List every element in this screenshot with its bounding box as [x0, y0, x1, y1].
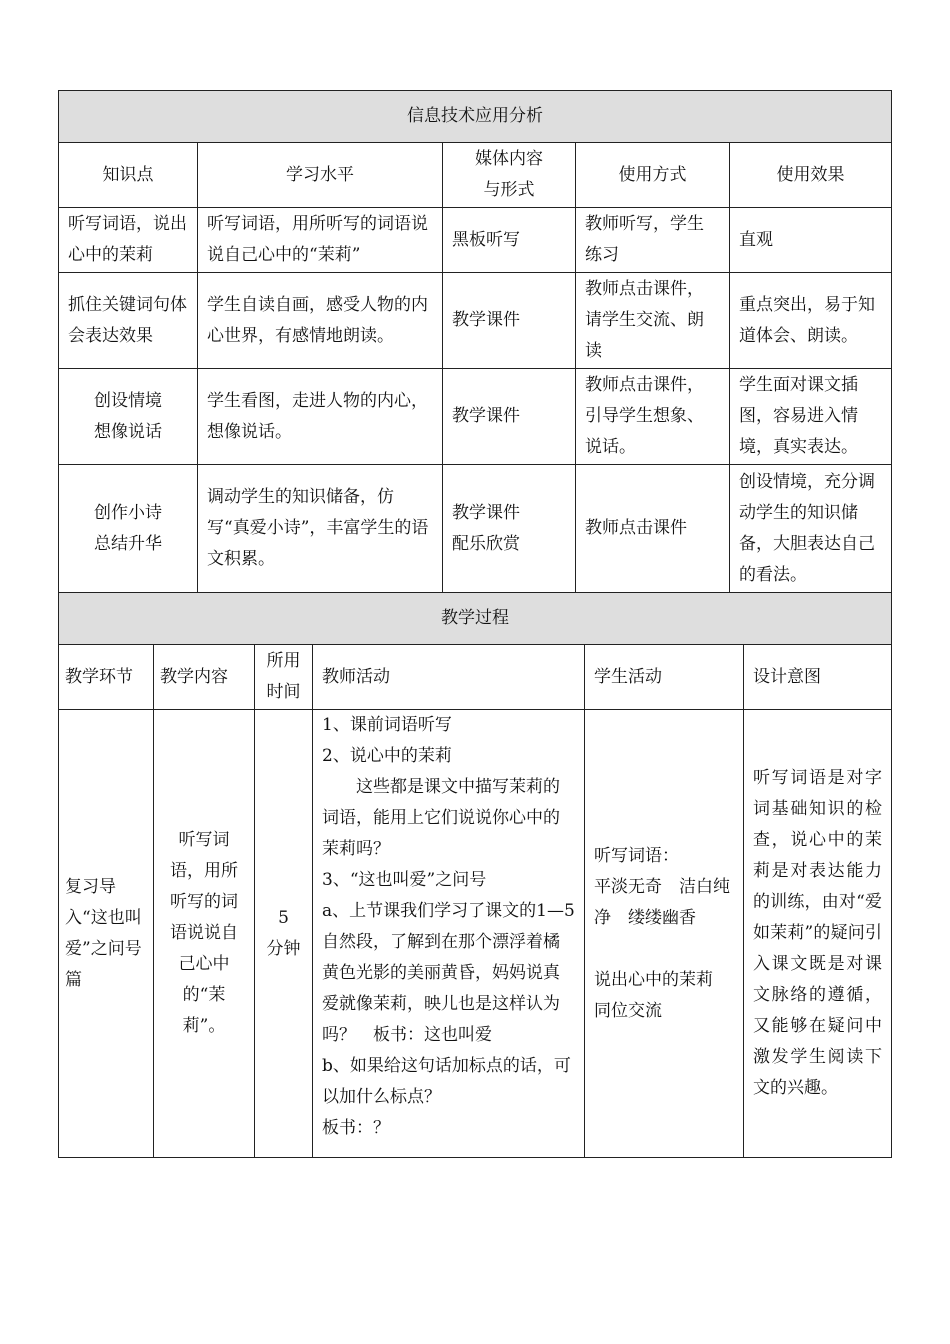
- header-student-activity: 学生活动: [585, 645, 744, 710]
- document-page: [58, 90, 891, 1158]
- table-cell: 直观: [730, 208, 892, 273]
- table-cell: 听写词语，说出心中的茉莉: [59, 208, 198, 273]
- table-cell: 教师点击课件，请学生交流、朗读: [576, 273, 730, 369]
- table-cell: 黑板听写: [443, 208, 576, 273]
- teacher-activity-cell: 1、课前词语听写 2、说心中的茉莉 这些都是课文中描写茉莉的词语，能用上它们说说你心中的茉莉吗？ 3、“这也叫爱”之问号 a、上节课我们学习了课文的1—5自然段，了解到在那个漂浮着橘黄色光影的美丽黄昏，妈妈说真爱就像茉莉，映儿也是这样认为吗？ 板书：这也叫爱 b、如果给这句话加标点的话，可以加什么标点？ 板书：？: [313, 710, 585, 1158]
- design-intent-cell: 听写词语是对字词基础知识的检查，说心中的茉莉是对表达能力的训练，由对“爱如茉莉”的疑问引入课文既是对课文脉络的遵循，又能够在疑问中激发学生阅读下文的兴趣。: [744, 710, 892, 1158]
- header-time-used: 所用 时间: [255, 645, 313, 710]
- table-cell: 创设情境 想像说话: [59, 369, 198, 465]
- table-cell: 调动学生的知识储备，仿写“真爱小诗”，丰富学生的语文积累。: [198, 465, 443, 593]
- table-cell: 听写词语，用所听写的词语说说自己心中的“茉莉”: [198, 208, 443, 273]
- teaching-process-table: [58, 592, 892, 1158]
- content-cell: 听写词语，用所听写的词语说说自己心中的“茉莉”。: [154, 710, 255, 1158]
- time-cell: 5 分钟: [255, 710, 313, 1158]
- section2-title: 教学过程: [59, 593, 892, 645]
- table-cell: 创作小诗 总结升华: [59, 465, 198, 593]
- table-cell: 抓住关键词句体会表达效果: [59, 273, 198, 369]
- table-row: [59, 465, 892, 593]
- header-teacher-activity: 教师活动: [313, 645, 585, 710]
- table-cell: 教学课件: [443, 369, 576, 465]
- table-row: [59, 369, 892, 465]
- header-knowledge-point: 知识点: [59, 143, 198, 208]
- stage-cell: 复习导入“这也叫爱”之问号篇: [59, 710, 154, 1158]
- table-cell: 教师听写，学生练习: [576, 208, 730, 273]
- table-cell: 重点突出，易于知道体会、朗读。: [730, 273, 892, 369]
- header-design-intent: 设计意图: [744, 645, 892, 710]
- table-cell: 教师点击课件，引导学生想象、说话。: [576, 369, 730, 465]
- header-media-form: 媒体内容 与形式: [443, 143, 576, 208]
- table-cell: 学生看图，走进人物的内心，想像说话。: [198, 369, 443, 465]
- table-cell: 创设情境，充分调动学生的知识储备，大胆表达自己的看法。: [730, 465, 892, 593]
- table-cell: 教学课件 配乐欣赏: [443, 465, 576, 593]
- info-tech-analysis-table: [58, 90, 892, 593]
- section1-title: 信息技术应用分析: [59, 91, 892, 143]
- table-cell: 教学课件: [443, 273, 576, 369]
- header-learning-level: 学习水平: [198, 143, 443, 208]
- header-usage-method: 使用方式: [576, 143, 730, 208]
- table-row: [59, 208, 892, 273]
- header-usage-effect: 使用效果: [730, 143, 892, 208]
- table-row: [59, 710, 892, 1158]
- header-teaching-stage: 教学环节: [59, 645, 154, 710]
- header-teaching-content: 教学内容: [154, 645, 255, 710]
- table-cell: 学生面对课文插图，容易进入情境，真实表达。: [730, 369, 892, 465]
- table-cell: 学生自读自画，感受人物的内心世界，有感情地朗读。: [198, 273, 443, 369]
- table-cell: 教师点击课件: [576, 465, 730, 593]
- table-row: [59, 273, 892, 369]
- student-activity-cell: 听写词语： 平淡无奇 洁白纯净 缕缕幽香 说出心中的茉莉 同位交流: [585, 710, 744, 1158]
